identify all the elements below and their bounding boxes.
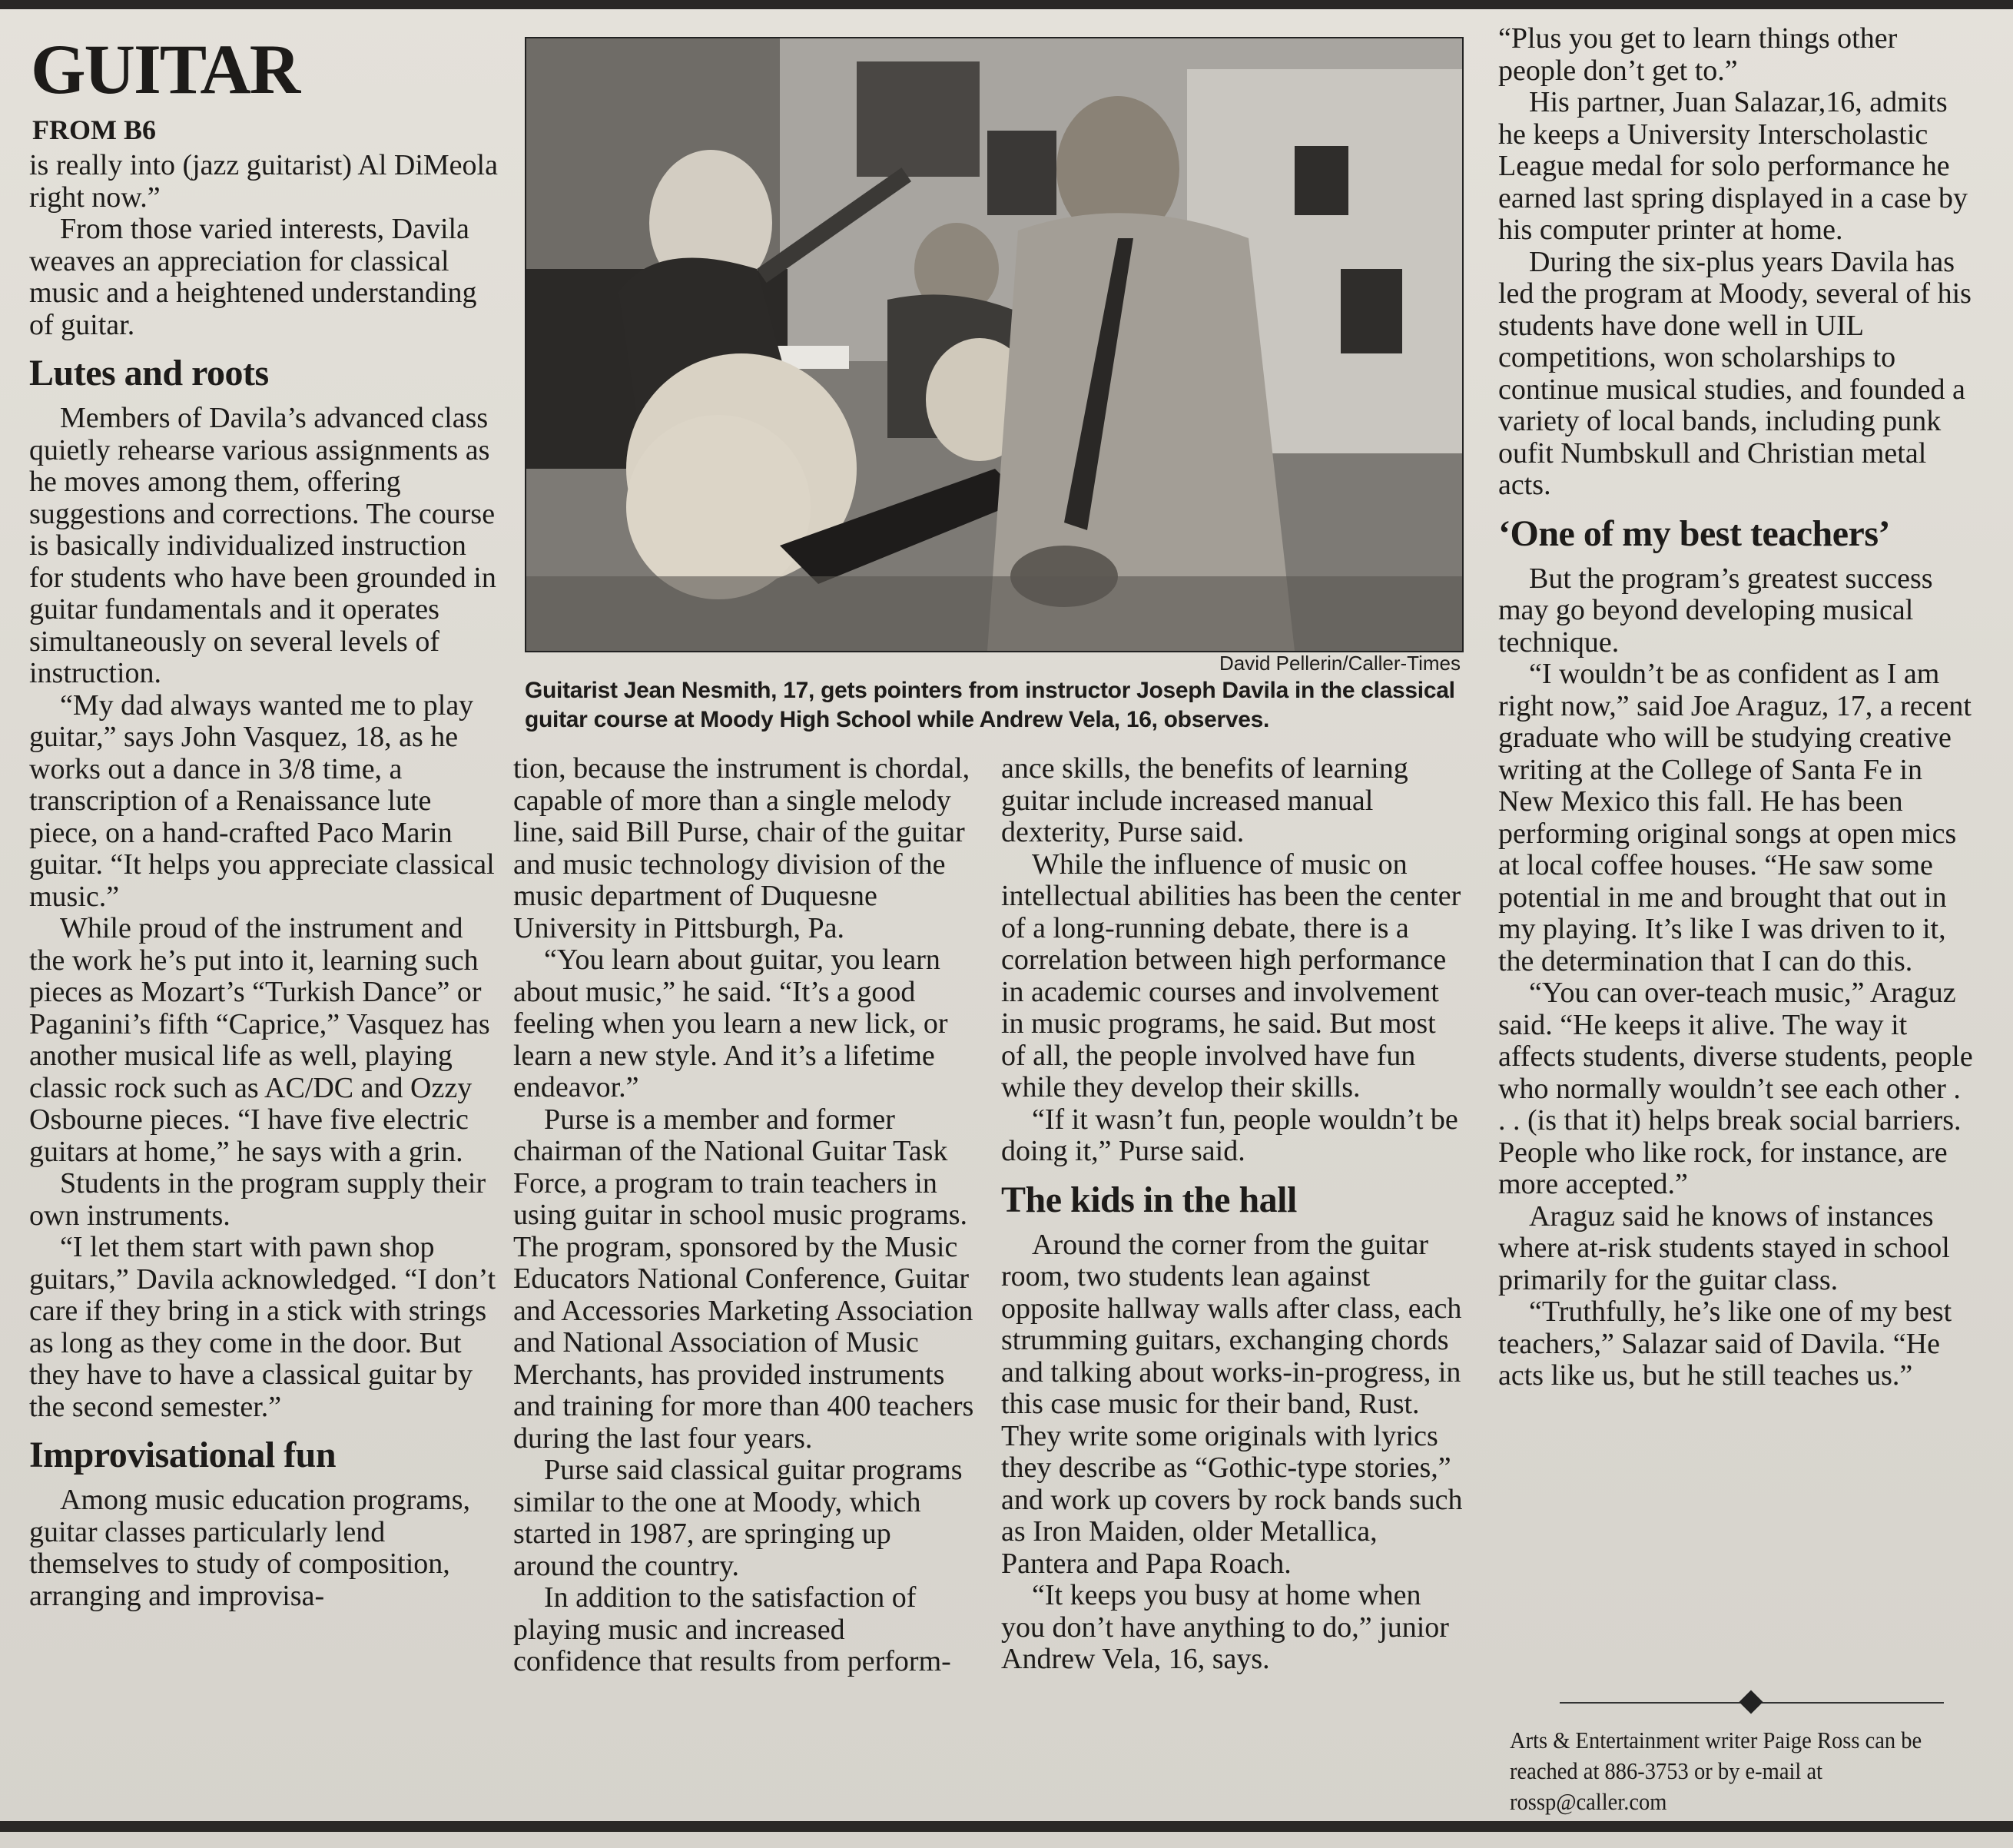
- paragraph: Araguz said he knows of instances where at-risk students stayed in school primarily for the guitar class.: [1498, 1199, 1950, 1296]
- divider-diamond-icon: [1739, 1690, 1763, 1714]
- writer-contact: Arts & Entertainment writer Paige Ross can be reached at 886-3753 or by e-mail at rossp@caller.com: [1510, 1727, 1922, 1815]
- paragraph: “I let them start with pawn shop guitars,” Davila acknowledged. “I don’t care if they bring in a stick with strings as long as they come in the door. But they have to have a classical guitar by the second semester.”: [29, 1231, 496, 1423]
- bottom-rule: [0, 1821, 2013, 1832]
- paragraph: While the influence of music on intellectual abilities has been the center of a long-running debate, there is a correlation between high performance in academic courses and involvement in music programs, he said. But most of all, the people involved have fun while they develop their skills.: [1001, 848, 1461, 1103]
- photo-caption: Guitarist Jean Nesmith, 17, gets pointers from instructor Joseph Davila in the classical guitar course at Moody High School while Andrew Vela, 16, observes.: [525, 678, 1455, 732]
- column-1: [29, 150, 498, 1612]
- paragraph: “I wouldn’t be as confident as I am right now,” said Joe Araguz, 17, a recent graduate who will be studying creative writing at the College of Santa Fe in New Mexico this fall. He has been performing original songs at open mics at local coffee houses. “He saw some potential in me and brought that out in my playing. It’s like I was driven to it, the determination that I can do this.: [1498, 658, 1972, 977]
- subhead-lutes-and-roots: Lutes and roots: [29, 353, 269, 393]
- paragraph: is really into (jazz guitarist) Al DiMeola right now.”: [29, 149, 498, 214]
- paragraph: “It keeps you busy at home when you don’t have anything to do,” junior Andrew Vela, 16, says.: [1001, 1579, 1449, 1675]
- photo-illustration: [526, 38, 1462, 651]
- news-photo: [525, 37, 1464, 652]
- paragraph: “Truthfully, he’s like one of my best teachers,” Salazar said of Davila. “He acts like us, but he still teaches us.”: [1498, 1296, 1952, 1392]
- paragraph: tion, because the instrument is chordal, capable of more than a single melody line, said Bill Purse, chair of the guitar and music technology division of the music department of Duquesne University in Pittsburgh, Pa.: [513, 752, 970, 944]
- paragraph: Purse is a member and former chairman of the National Guitar Task Force, a program to train teachers in using guitar in school music programs. The program, sponsored by the Music Educators National Conference, Guitar and Accessories Marketing Association and National Association of Music Merchants, has provided instruments and training for more than 400 teachers during the last four years.: [513, 1103, 974, 1455]
- top-rule: [0, 0, 2013, 9]
- paragraph: Among music education programs, guitar classes particularly lend themselves to study of composition, arranging and improvisa-: [29, 1484, 471, 1612]
- paragraph: In addition to the satisfaction of playing music and increased confidence that results from perform-: [513, 1581, 951, 1677]
- paragraph: Around the corner from the guitar room, two students lean against opposite hallway walls after class, each strumming guitars, exchanging chords and talking about works-in-progress, in this case music for their band, Rust. They write some originals with lyrics they describe as “Gothic-type stories,” and work up covers by rock bands such as Iron Maiden, older Metallica, Pantera and Papa Roach.: [1001, 1228, 1463, 1580]
- subhead-kids-in-the-hall: The kids in the hall: [1001, 1179, 1297, 1220]
- column-2: [513, 753, 974, 1678]
- paragraph: “If it wasn’t fun, people wouldn’t be doing it,” Purse said.: [1001, 1103, 1458, 1167]
- paragraph: Students in the program supply their own instruments.: [29, 1167, 486, 1232]
- paragraph: “You can over-teach music,” Araguz said. “He keeps it alive. The way it affects students, diverse students, people who normally wouldn’t see each other . . . (is that it) helps break social barriers. People who like rock, for instance, are more accepted.”: [1498, 977, 1973, 1200]
- paragraph: Purse said classical guitar programs similar to the one at Moody, which started in 1987, are springing up around the country.: [513, 1454, 963, 1582]
- column-3: [1001, 753, 1466, 1676]
- column-4: [1498, 23, 1975, 1392]
- paragraph: “You learn about guitar, you learn about music,” he said. “It’s a good feeling when you learn a new lick, or learn a new style. And it’s a lifetime endeavor.”: [513, 944, 948, 1103]
- paragraph: During the six-plus years Davila has led the program at Moody, several of his students have done well in UIL competitions, won scholarships to continue musical studies, and founded a variety of local bands, including punk oufit Numbskull and Christian metal acts.: [1498, 245, 1972, 501]
- photo-credit: David Pellerin/Caller-Times: [1219, 652, 1461, 675]
- paragraph: “My dad always wanted me to play guitar,” says John Vasquez, 18, as he works out a dance in 3/8 time, a transcription of a Renaissance lute piece, on a hand-crafted Paco Marin guitar. “It helps you appreciate classical music.”: [29, 688, 495, 913]
- jump-line: FROM B6: [32, 114, 156, 145]
- paragraph: “Plus you get to learn things other people don’t get to.”: [1498, 22, 1898, 87]
- paragraph: From those varied interests, Davila weaves an appreciation for classical music and a heightened understanding of guitar.: [29, 213, 477, 341]
- subhead-one-of-my-best-teachers: ‘One of my best teachers’: [1498, 513, 1891, 554]
- paragraph: Members of Davila’s advanced class quietly rehearse various assignments as he moves among them, offering suggestions and corrections. The course is basically individualized instruction for students who have been grounded in guitar fundamentals and it operates simultaneously on several levels of instruction.: [29, 402, 496, 689]
- subhead-improvisational-fun: Improvisational fun: [29, 1435, 337, 1475]
- paragraph: While proud of the instrument and the work he’s put into it, learning such pieces as Mozart’s “Turkish Dance” or Paganini’s fifth “Caprice,” Vasquez has another musical life as well, playing classic rock such as AC/DC and Ozzy Osbourne pieces. “I have five electric guitars at home,” he says with a grin.: [29, 912, 490, 1168]
- headline: GUITAR: [31, 30, 300, 108]
- paragraph: But the program’s greatest success may go beyond developing musical technique.: [1498, 562, 1933, 659]
- paragraph: ance skills, the benefits of learning guitar include increased manual dexterity, Purse said.: [1001, 752, 1408, 848]
- paragraph: His partner, Juan Salazar,16, admits he keeps a University Interscholastic League medal for solo performance he earned last spring displayed in a case by his computer printer at home.: [1498, 86, 1968, 246]
